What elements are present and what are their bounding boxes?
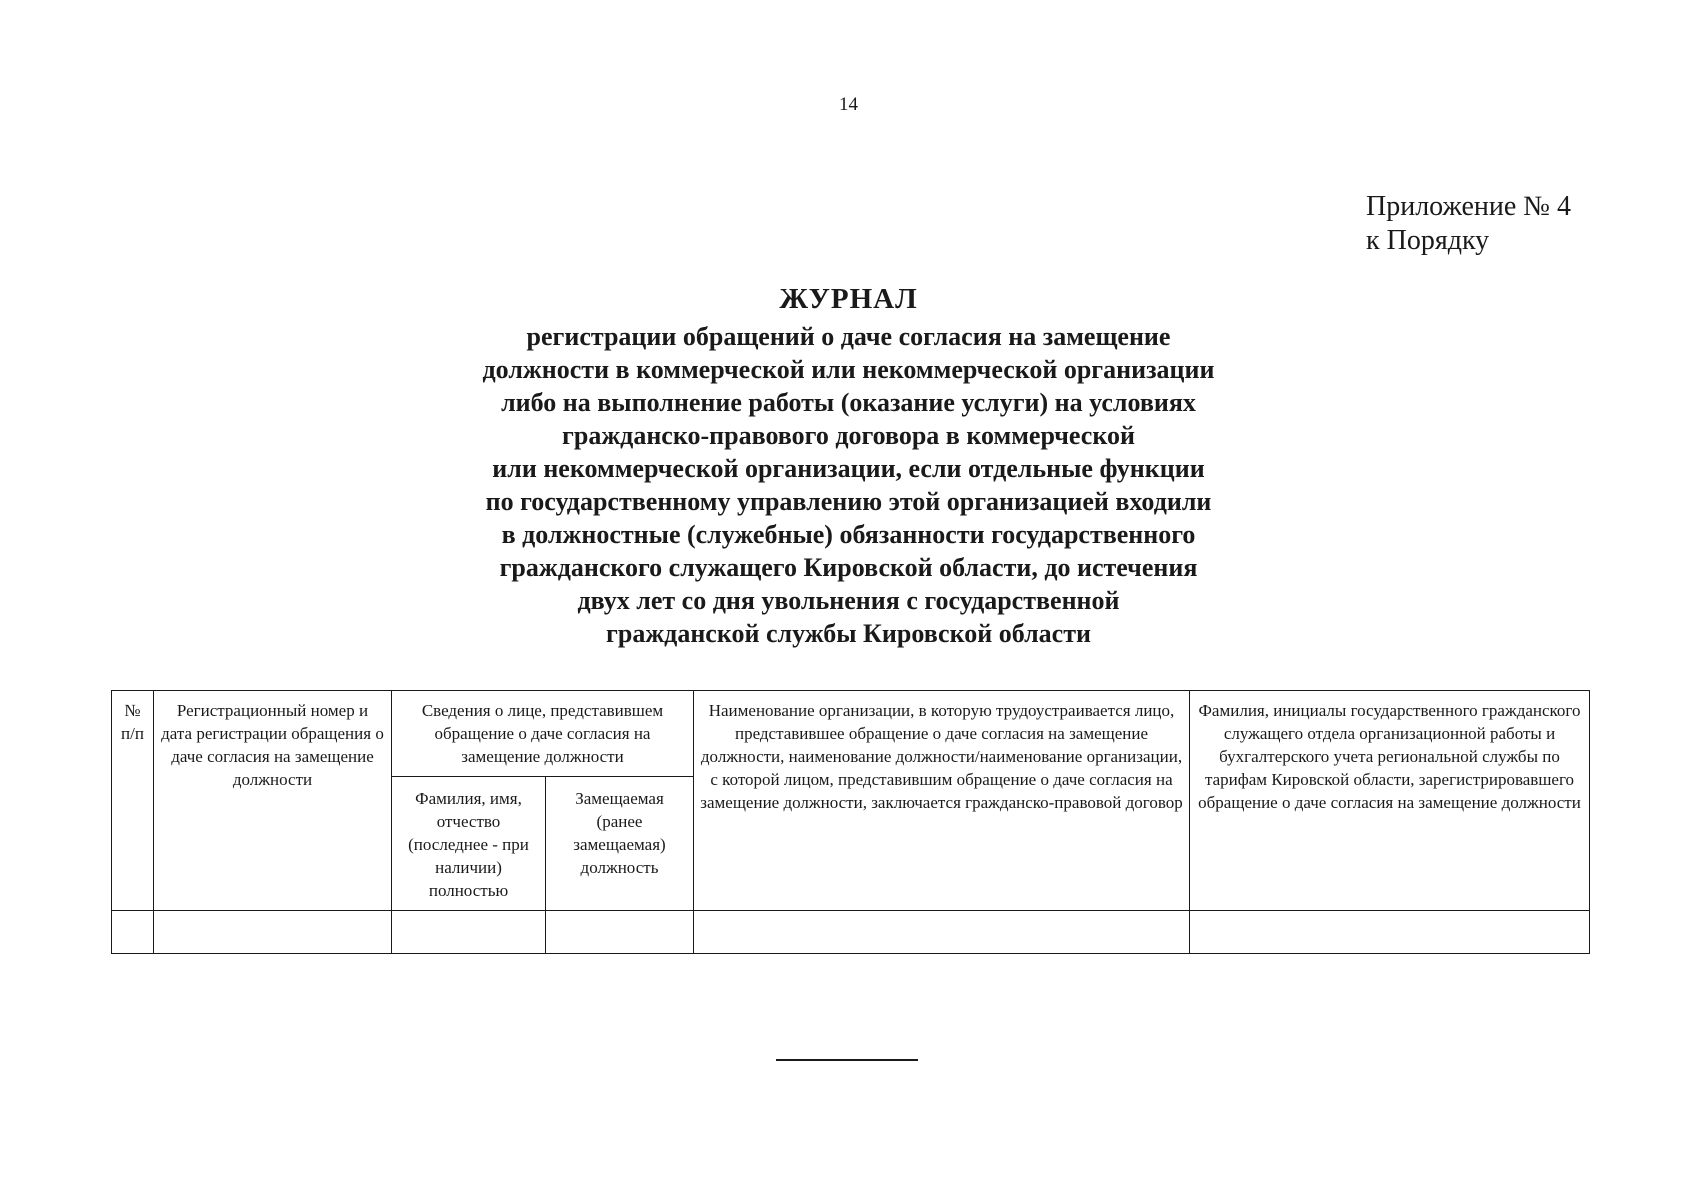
document-title [0, 282, 1697, 650]
title-line: гражданского служащего Кировской области, до истечения [499, 553, 1198, 582]
title-line: должности в коммерческой или некоммерческой организации [482, 355, 1215, 384]
closing-divider [776, 1059, 918, 1061]
table-cell [694, 911, 1190, 954]
table-cell [546, 911, 694, 954]
table-cell [112, 911, 154, 954]
title-line: либо на выполнение работы (оказание услуги) на условиях [501, 388, 1196, 417]
header-registrar: Фамилия, инициалы государственного гражданского служащего отдела организационной работы и бухгалтерского учета региональной службы по тарифам Кировской области, зарегистрировавшего обращение о даче согласия на замещение должности [1190, 691, 1590, 911]
table-cell [1190, 911, 1590, 954]
table-row [112, 911, 1590, 954]
title-line: двух лет со дня увольнения с государственной [577, 586, 1120, 615]
header-registration: Регистрационный номер и дата регистрации обращения о даче согласия на замещение должности [154, 691, 392, 911]
title-line: гражданско-правового договора в коммерческой [562, 421, 1135, 450]
appendix-line-1: Приложение № 4 [1366, 191, 1571, 222]
title-line: в должностные (служебные) обязанности государственного [501, 520, 1196, 549]
table-cell [154, 911, 392, 954]
title-line: регистрации обращений о даче согласия на замещение [526, 322, 1171, 351]
header-number: № п/п [112, 691, 154, 911]
header-full-name: Фамилия, имя, отчество (последнее - при наличии) полностью [392, 777, 546, 911]
header-person-info: Сведения о лице, представившем обращение о даче согласия на замещение должности [392, 691, 694, 777]
header-organization: Наименование организации, в которую трудоустраивается лицо, представившее обращение о даче согласия на замещение должности, наименование должности/наименование организации, с которой лицом, представившим обращение о даче согласия на замещение должности, заключается гражданско-правовой договор [694, 691, 1190, 911]
header-position: Замещаемая (ранее замещаемая) должность [546, 777, 694, 911]
title-line: гражданской службы Кировской области [606, 619, 1091, 648]
title-heading: ЖУРНАЛ [779, 283, 918, 315]
journal-table [111, 690, 1590, 954]
page-number: 14 [839, 94, 858, 115]
title-line: по государственному управлению этой организацией входили [485, 487, 1212, 516]
title-line: или некоммерческой организации, если отдельные функции [492, 454, 1205, 483]
appendix-line-2: к Порядку [1366, 225, 1490, 256]
table-cell [392, 911, 546, 954]
appendix-note [1366, 190, 1571, 258]
